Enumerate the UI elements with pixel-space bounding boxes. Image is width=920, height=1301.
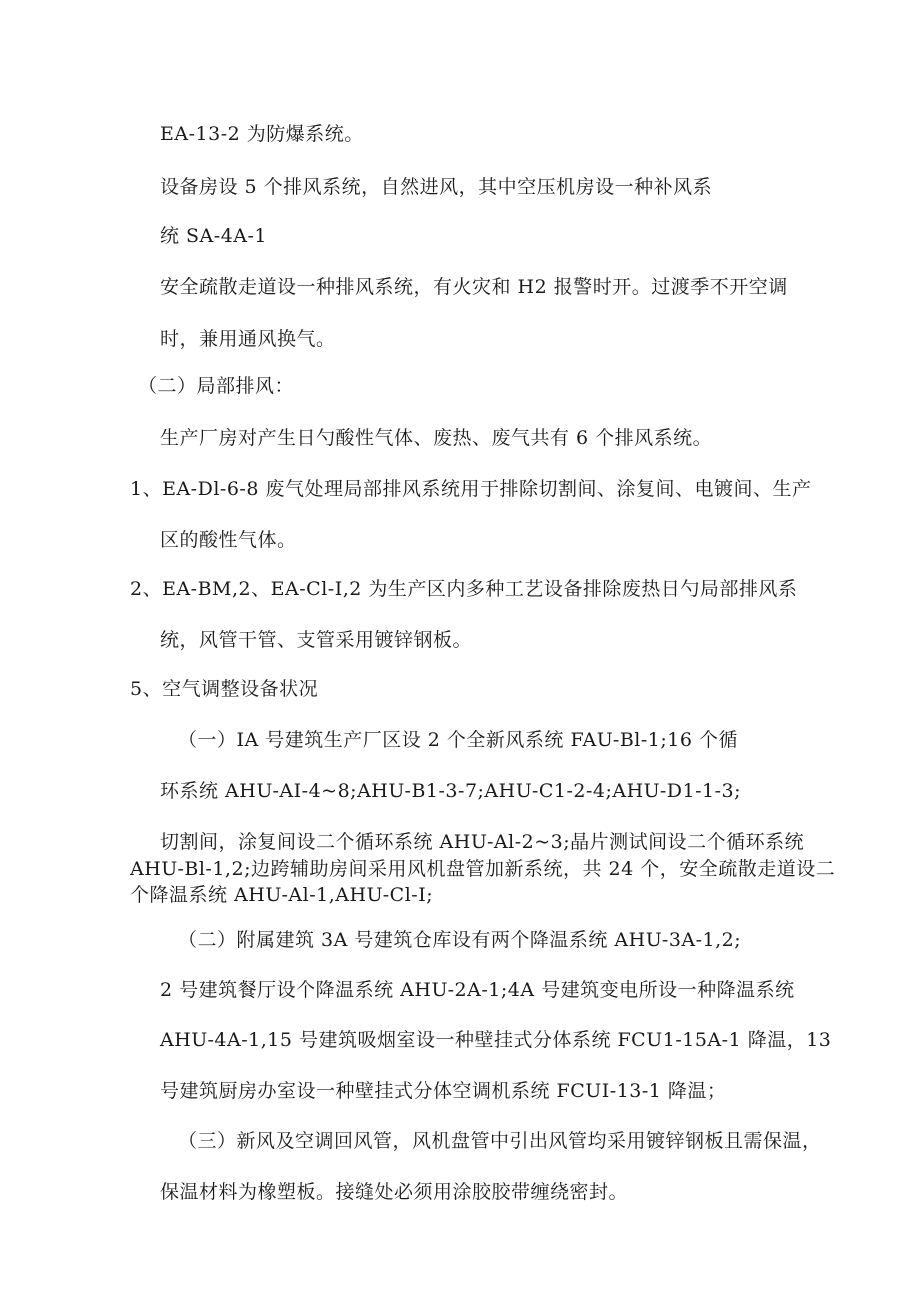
list-item-2: 2、EA-BM,2、EA-Cl-I,2 为生产区内多种工艺设备排除废热日勺局部排风系 <box>130 578 798 600</box>
section-heading-air-conditioning: 5、空气调整设备状况 <box>130 678 319 700</box>
text-line-17: 个降温系统 AHU-Al-1,AHU-Cl-I; <box>130 884 434 906</box>
text-line-23: 保温材料为橡塑板。接缝处必须用涂胶胶带缠绕密封。 <box>160 1181 629 1203</box>
text-line-14: 环系统 AHU-AI-4~8;AHU-B1-3-7;AHU-C1-2-4;AHU-D1-1-3; <box>160 780 741 802</box>
text-line-4: 安全疏散走道设一种排风系统，有火灾和 H2 报警时开。过渡季不开空调 <box>160 276 788 298</box>
text-line-2: 设备房设 5 个排风系统，自然进风，其中空压机房设一种补风系 <box>160 176 713 198</box>
list-item-1: 1、EA-Dl-6-8 废气处理局部排风系统用于排除切割间、涂复间、电镀间、生产 <box>130 478 812 500</box>
text-line-13: （一）IA 号建筑生产厂区设 2 个全新风系统 FAU-Bl-1;16 个循 <box>178 729 738 751</box>
text-line-1: EA-13-2 为防爆系统。 <box>160 123 364 145</box>
text-line-16: AHU-Bl-1,2;边跨辅助房间采用风机盘管加新系统，共 24 个，安全疏散走道设二 <box>130 858 836 880</box>
text-line-9: 区的酸性气体。 <box>160 529 297 551</box>
text-line-21: 号建筑厨房办室设一种壁挂式分体空调机系统 FCUI-13-1 降温； <box>160 1080 727 1102</box>
text-line-7: 生产厂房对产生日勺酸性气体、废热、废气共有 6 个排风系统。 <box>160 427 713 449</box>
text-line-3: 统 SA-4A-1 <box>160 225 268 247</box>
text-line-15: 切割间，涂复间设二个循环系统 AHU-Al-2~3;晶片测试间设二个循环系统 <box>160 831 805 853</box>
text-line-19: 2 号建筑餐厅设个降温系统 AHU-2A-1;4A 号建筑变电所设一种降温系统 <box>160 979 795 1001</box>
text-line-20: AHU-4A-1,15 号建筑吸烟室设一种壁挂式分体系统 FCU1-15A-1 降温，13 <box>160 1029 832 1051</box>
text-line-22: （三）新风及空调回风管，风机盘管中引出风管均采用镀锌钢板且需保温， <box>178 1130 822 1152</box>
section-heading-local-exhaust: （二）局部排风： <box>138 375 295 397</box>
text-line-5: 时，兼用通风换气。 <box>160 328 336 350</box>
text-line-18: （二）附属建筑 3A 号建筑仓库设有两个降温系统 AHU-3A-1,2; <box>178 929 742 951</box>
text-line-11: 统，风管干管、支管采用镀锌钢板。 <box>160 629 473 651</box>
